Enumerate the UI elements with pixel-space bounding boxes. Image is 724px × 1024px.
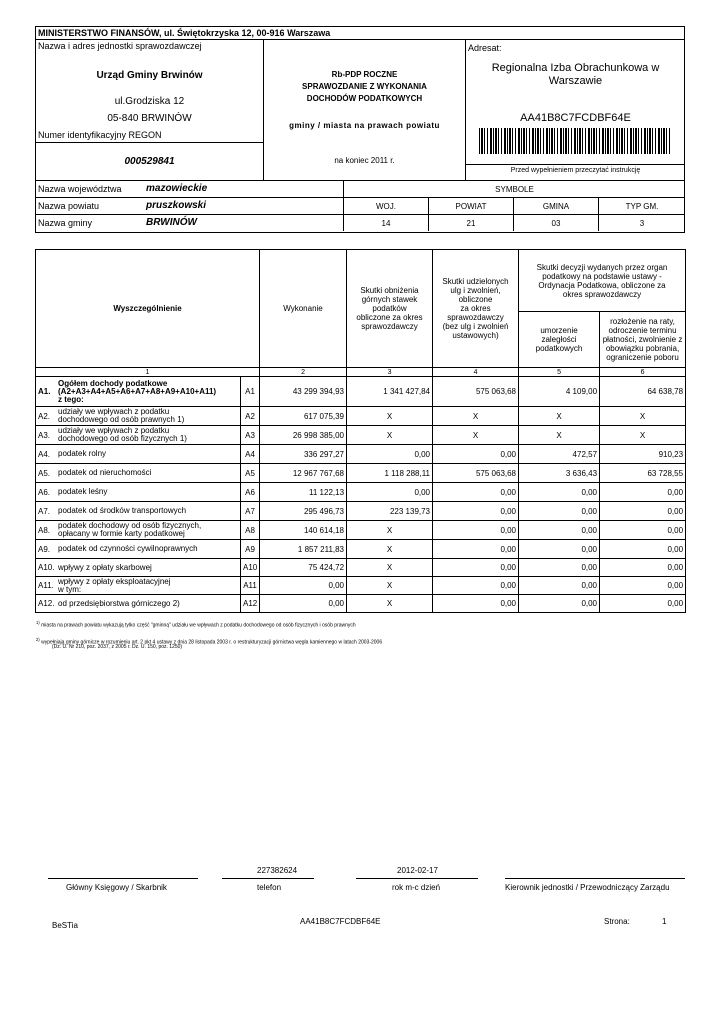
cell-col6: 0,00 [600,502,686,521]
header-col5: umorzenie zaległości podatkowych [519,312,600,368]
date-label: rok m-c dzień [392,883,441,892]
accountant-label: Główny Księgowy / Skarbnik [66,883,167,892]
commune-label: Nazwa gminy [38,218,93,228]
header-description: Wyszczególnienie [36,250,260,368]
row-code: A8. [38,525,51,535]
cell-col4: X [433,426,519,445]
row-description [36,407,241,426]
unit-label: Nazwa i adres jednostki sprawozdawczej [38,41,202,51]
cell-col4: X [433,407,519,426]
cell-col3: X [347,559,433,577]
sym-header-gmina: GMINA [542,202,570,211]
row-label: opłacany w formie karty podatkowej [58,529,185,538]
sym-header-woj: WOJ. [376,202,396,211]
form-title-2: DOCHODÓW PODATKOWYCH [306,94,423,103]
county-label: Nazwa powiatu [38,201,100,211]
cell-col6: 64 638,78 [600,377,686,407]
row-description [36,559,241,577]
row-code: A3. [38,430,51,440]
header-col4: Skutki udzielonych ulg i zwolnień, obliczone za okres sprawozdawczy (bez ulg i zwolnień ustawowych) [433,250,519,368]
table-row [36,407,686,426]
row-label: udziały we wpływach z podatku [58,407,170,416]
colnum: 5 [519,368,600,377]
sym-value-typ: 3 [639,219,645,228]
sym-value-gmina: 03 [551,219,561,228]
row-description [36,483,241,502]
header-execution: Wykonanie [260,250,347,368]
table-row [36,445,686,464]
phone-label: telefon [257,883,282,892]
page-number: 1 [662,917,667,926]
row-description [36,426,241,445]
row-label: podatek leśny [58,487,108,496]
colnum: 4 [433,368,519,377]
row-description [36,540,241,559]
header-col56: Skutki decyzji wydanych przez organ podatkowy na podstawie ustawy - Ordynacja Podatkowa, obliczone za okres sprawozdawczy [519,250,686,312]
ministry-title: MINISTERSTWO FINANSÓW, ul. Świętokrzyska 12, 00-916 Warszawa [38,28,331,38]
row-label: podatek od czynności cywilnoprawnych [58,544,198,553]
cell-col5: 0,00 [519,521,600,540]
table-row [36,426,686,445]
sym-header-typ: TYP GM. [625,202,659,211]
sym-value-powiat: 21 [466,219,476,228]
row-code: A5. [38,468,51,478]
colnum: 1 [36,368,260,377]
cell-col5: X [519,407,600,426]
row-label: podatek od nieruchomości [58,468,152,477]
table-row [36,377,686,407]
commune-value: BRWINÓW [146,217,197,228]
row-symbol: A10 [241,559,260,577]
cell-execution: 26 998 385,00 [260,426,347,445]
row-label: z tego: [58,394,84,404]
row-label: dochodowego od osób prawnych 1) [58,415,185,424]
table-row [36,502,686,521]
row-symbol: A6 [241,483,260,502]
form-period: na koniec 2011 r. [334,156,395,165]
cell-execution: 11 122,13 [260,483,347,502]
row-code: A12. [38,599,55,608]
row-description [36,445,241,464]
unit-city: 05-840 BRWINÓW [107,113,192,124]
row-label: wpływy z opłaty skarbowej [58,562,152,572]
cell-col5: 3 636,43 [519,464,600,483]
cell-col4: 0,00 [433,483,519,502]
cell-col5: 0,00 [519,559,600,577]
form-title-1: SPRAWOZDANIE Z WYKONANIA [302,82,427,91]
footnote-2b: (Dz. U. Nr 210, poz. 2037, z 2005 r. Dz. U. 150, poz. 1250) [52,644,183,650]
row-label: w tym: [58,584,82,594]
cell-col5: 4 109,00 [519,377,600,407]
cell-col6: X [600,426,686,445]
row-code: A2. [38,411,51,421]
cell-col4: 0,00 [433,521,519,540]
footer-doc-id: AA41B8C7FCDBF64E [300,917,381,926]
cell-col6: 910,23 [600,445,686,464]
cell-col5: 0,00 [519,595,600,613]
row-description [36,377,241,407]
table-row [36,483,686,502]
row-symbol: A11 [241,577,260,595]
row-symbol: A4 [241,445,260,464]
regon-value: 000529841 [124,156,175,167]
row-symbol: A5 [241,464,260,483]
barcode [479,128,672,154]
cell-execution: 43 299 394,93 [260,377,347,407]
cell-execution: 140 614,18 [260,521,347,540]
row-description [36,521,241,540]
row-label: podatek dochodowy od osób fizycznych, [58,521,202,530]
header-col6: rozłożenie na raty, odroczenie terminu płatności, zwolnienie z obowiązku pobrania, ograniczenie poboru [600,312,686,368]
cell-col6: 0,00 [600,483,686,502]
cell-col3: X [347,577,433,595]
row-symbol: A1 [241,377,260,407]
table-row [36,540,686,559]
row-symbol: A2 [241,407,260,426]
row-symbol: A12 [241,595,260,613]
row-label: (A2+A3+A4+A5+A6+A7+A8+A9+A10+A11) [58,386,217,396]
cell-col3: X [347,407,433,426]
table-row [36,521,686,540]
cell-col4: 0,00 [433,595,519,613]
row-label: od przedsiębiorstwa górniczego 2) [58,598,180,608]
cell-execution: 336 297,27 [260,445,347,464]
cell-col5: X [519,426,600,445]
table-row [36,559,686,577]
row-description [36,577,241,595]
row-symbol: A8 [241,521,260,540]
cell-col6: 0,00 [600,595,686,613]
revenue-table [35,249,686,613]
cell-col6: 0,00 [600,540,686,559]
unit-name: Urząd Gminy Brwinów [96,70,203,81]
voivodeship-label: Nazwa województwa [38,184,122,194]
table-row [36,464,686,483]
head-label: Kierownik jednostki / Przewodniczący Zarządu [505,883,670,892]
cell-col5: 472,57 [519,445,600,464]
row-code: A4. [38,449,51,459]
sym-header-powiat: POWIAT [455,202,487,211]
app-name: BeSTia [52,921,78,930]
cell-col3: X [347,426,433,445]
row-label: udziały we wpływach z podatku [58,426,170,435]
cell-col6: X [600,407,686,426]
addressee-line-2: Warszawie [548,75,603,87]
table-row [36,595,686,613]
row-label: podatek od środków transportowych [58,506,187,515]
page-label: Strona: [604,917,630,926]
cell-col3: 1 118 288,11 [347,464,433,483]
cell-col6: 0,00 [600,521,686,540]
cell-col4: 575 063,68 [433,377,519,407]
row-code: A11. [38,581,54,590]
cell-execution: 0,00 [260,577,347,595]
regon-label: Numer identyfikacyjny REGON [38,130,162,140]
column-numbers-row [36,368,686,377]
row-code: A6. [38,487,51,497]
cell-col3: 0,00 [347,445,433,464]
header-col3: Skutki obniżenia górnych stawek podatków obliczone za okres sprawozdawczy [347,250,433,368]
unit-street: ul.Grodziska 12 [114,96,185,107]
row-label: dochodowego od osób fizycznych 1) [58,434,187,443]
instruction-note: Przed wypełnieniem przeczytać instrukcję [510,167,641,174]
addressee-line-1: Regionalna Izba Obrachunkowa w [491,62,660,74]
cell-col3: X [347,540,433,559]
row-code: A1. [38,387,51,396]
addressee-label: Adresat: [468,43,502,53]
cell-execution: 75 424,72 [260,559,347,577]
phone-value: 227382624 [257,866,298,875]
symbols-label: SYMBOLE [495,185,534,194]
sym-value-woj: 14 [381,219,391,228]
row-label: podatek rolny [58,449,107,458]
row-code: A9. [38,544,51,554]
row-label: Ogółem dochody podatkowe [58,378,168,388]
table-row [36,577,686,595]
cell-col4: 0,00 [433,445,519,464]
colnum: 3 [347,368,433,377]
row-description [36,595,241,613]
cell-col4: 575 063,68 [433,464,519,483]
row-symbol: A7 [241,502,260,521]
cell-execution: 0,00 [260,595,347,613]
form-subtitle: gminy / miasta na prawach powiatu [289,121,440,130]
cell-col4: 0,00 [433,577,519,595]
footnote-2: $^{2)}$ wypełniają gminy górnicze w rozumieniu art. 2 pkt 4 ustawy z dnia 28 listopada 2003 r. o restrukturyzacji górnictwa węgla kamiennego w latach 2003-2006 [36,637,383,646]
cell-execution: 295 496,73 [260,502,347,521]
cell-col4: 0,00 [433,540,519,559]
colnum: 6 [600,368,686,377]
date-value: 2012-02-17 [397,866,438,875]
cell-col5: 0,00 [519,483,600,502]
cell-col5: 0,00 [519,540,600,559]
row-code: A10. [38,563,55,572]
cell-col6: 0,00 [600,577,686,595]
row-symbol: A9 [241,540,260,559]
row-symbol: A3 [241,426,260,445]
county-value: pruszkowski [146,200,207,211]
cell-col3: X [347,521,433,540]
footnote-1: $^{1)}$ miasta na prawach powiatu wykazują tylko część "gminną" udziału we wpływach z podatku dochodowego od osób fizycznych i osób prawnych [36,620,356,629]
cell-col3: X [347,595,433,613]
cell-col5: 0,00 [519,577,600,595]
cell-execution: 617 075,39 [260,407,347,426]
colnum: 2 [260,368,347,377]
cell-col5: 0,00 [519,502,600,521]
cell-col3: 1 341 427,84 [347,377,433,407]
cell-col6: 63 728,55 [600,464,686,483]
cell-col6: 0,00 [600,559,686,577]
document-id: AA41B8C7FCDBF64E [520,112,631,124]
voivodeship-value: mazowieckie [146,183,208,194]
row-description [36,464,241,483]
cell-col4: 0,00 [433,559,519,577]
cell-execution: 12 967 767,68 [260,464,347,483]
row-label: wpływy z opłaty eksploatacyjnej [58,576,171,586]
row-code: A7. [38,506,51,516]
cell-col3: 0,00 [347,483,433,502]
cell-execution: 1 857 211,83 [260,540,347,559]
row-description [36,502,241,521]
cell-col4: 0,00 [433,502,519,521]
cell-col3: 223 139,73 [347,502,433,521]
form-code: Rb-PDP ROCZNE [331,70,398,79]
